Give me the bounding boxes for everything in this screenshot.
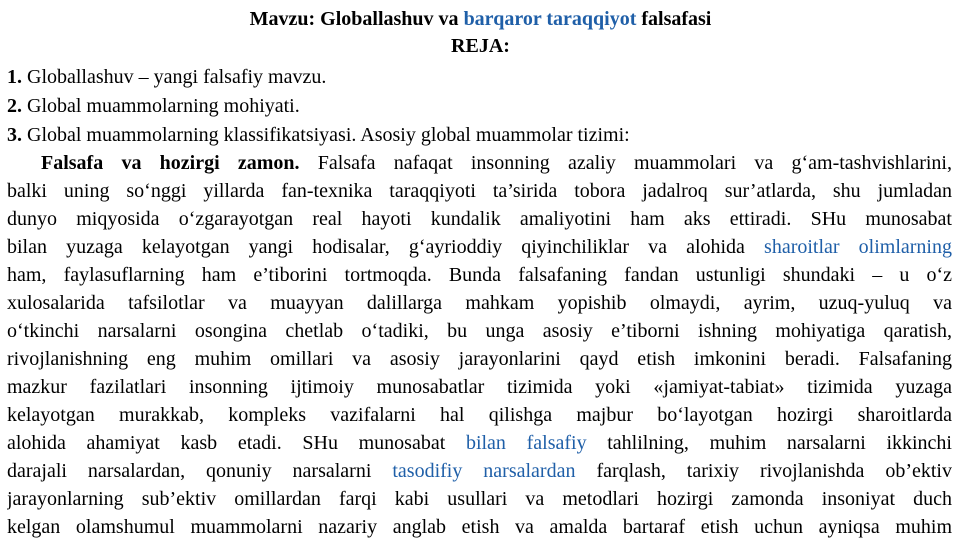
- body-line: [7, 233, 952, 261]
- body-line: [7, 457, 952, 485]
- body-line: balki uning so‘nggi yillarda fan-texnika taraqqiyoti ta’sirida tobora jadalroq sur’atlarda, shu jumladan: [7, 180, 952, 202]
- title-prefix: Mavzu: Globallashuv va: [249, 8, 464, 30]
- inline-link[interactable]: sharoitlar olimlarning: [764, 236, 952, 258]
- plan-item: [7, 63, 952, 92]
- inline-link[interactable]: bilan falsafiy: [465, 432, 587, 454]
- plan-item: [7, 121, 952, 150]
- plan-heading: REJA:: [451, 35, 510, 57]
- section-lead: Falsafa va hozirgi zamon.: [41, 152, 300, 174]
- body-line-text: bilan yuzaga kelayotgan yangi hodisalar, g‘ayrioddiy qiyinchiliklar va alohida: [7, 236, 765, 258]
- plan-item-number: 1.: [7, 66, 22, 88]
- plan-item-text: Global muammolarning klassifikatsiyasi. Asosiy global muammolar tizimi:: [22, 124, 630, 146]
- body-line-text: alohida ahamiyat kasb etadi. SHu munosabat: [7, 432, 466, 454]
- plan-item-number: 3.: [7, 124, 22, 146]
- body-line-text: darajali narsalardan, qonuniy narsalarni: [7, 460, 393, 482]
- document-title: [0, 6, 961, 32]
- body-line: [7, 429, 952, 457]
- plan-item-text: Globallashuv – yangi falsafiy mavzu.: [22, 66, 327, 88]
- body-paragraph: [7, 149, 952, 541]
- body-line-text: farqlash, tarixiy rivojlanishda ob’ektiv: [575, 460, 952, 482]
- inline-link[interactable]: tasodifiy narsalardan: [392, 460, 576, 482]
- body-line: dunyo miqyosida o‘zgarayotgan real hayoti kundalik amaliyotini ham aks ettiradi. SHu munosabat: [7, 208, 952, 230]
- plan-item: [7, 92, 952, 121]
- plan-item-number: 2.: [7, 95, 22, 117]
- body-line: o‘tkinchi narsalarni osongina chetlab o‘tadiki, bu unga asosiy e’tiborni ishning mohiyatiga qaratish,: [7, 320, 952, 342]
- body-line-text: tahlilning, muhim narsalarni ikkinchi: [586, 432, 952, 454]
- body-line: xulosalarida tafsilotlar va muayyan dalillarga mahkam yopishib olmaydi, ayrim, uzuq-yuluq va: [7, 292, 952, 314]
- plan-list: [7, 63, 952, 150]
- body-line: ham, faylasuflarning ham e’tiborini tortmoqda. Bunda falsafaning fandan ustunligi shundaki – u o‘z: [7, 264, 952, 286]
- body-line: rivojlanishning eng muhim omillari va asosiy jarayonlarini qayd etish imkonini beradi. Falsafaning: [7, 348, 952, 370]
- title-highlight-link[interactable]: barqaror taraqqiyot: [463, 8, 637, 30]
- plan-item-text: Global muammolarning mohiyati.: [22, 95, 300, 117]
- body-line: kelgan olamshumul muammolarni nazariy anglab etish va amalda bartaraf etish uchun ayniqsa muhim: [7, 516, 952, 538]
- body-line: mazkur fazilatlari insonning ijtimoiy munosabatlar tizimida yoki «jamiyat-tabiat» tizimida yuzaga: [7, 376, 952, 398]
- body-line: jarayonlarning sub’ektiv omillardan farqi kabi usullari va metodlari hozirgi zamonda insoniyat duch: [7, 488, 952, 510]
- body-line-text: Falsafa nafaqat insonning azaliy muammolari va g‘am-tashvishlarini,: [299, 152, 952, 174]
- body-line: kelayotgan murakkab, kompleks vazifalarni hal qilishga majbur bo‘layotgan hozirgi sharoitlarda: [7, 404, 952, 426]
- body-line: [7, 149, 952, 177]
- title-suffix: falsafasi: [636, 8, 712, 30]
